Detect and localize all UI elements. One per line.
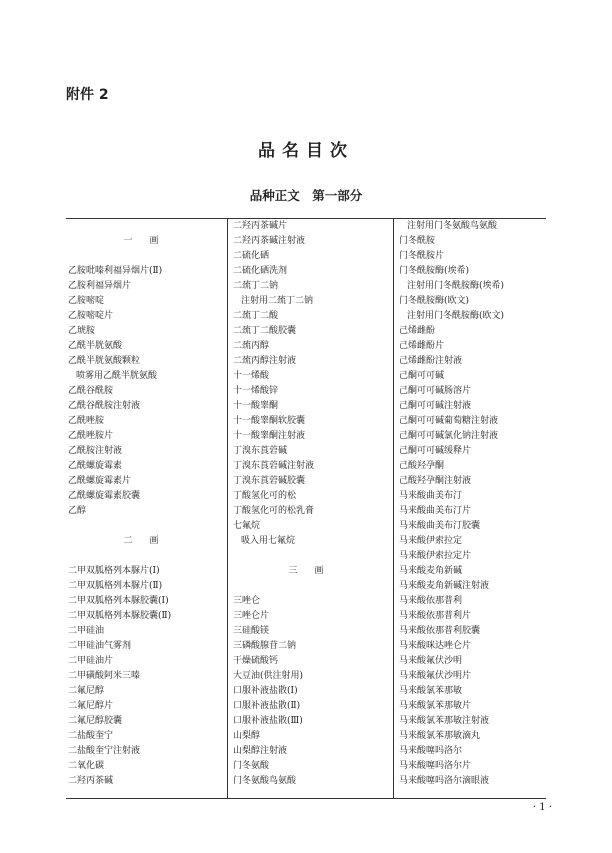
index-entry: 二盐酸奎宁注射液 [68, 746, 141, 756]
index-entry: 十一烯酸锌 [233, 386, 279, 396]
index-entry: 注射用二巯丁二钠 [241, 296, 314, 306]
index-entry: 二盐酸奎宁 [68, 731, 114, 741]
index-entry: 己酮可可碱 [399, 371, 445, 381]
index-entry: 二甲硅油片 [68, 656, 114, 666]
spacer [233, 579, 391, 594]
index-entry: 马来酸咪达唑仑片 [399, 641, 472, 651]
index-entry: 丁溴东莨菪碱胶囊 [233, 476, 306, 486]
spacer [68, 519, 226, 534]
index-entry: 十一酸睾酮注射液 [233, 431, 306, 441]
stroke-group-heading: 三 画 [288, 566, 328, 576]
spacer [68, 549, 226, 564]
bottom-rule [66, 798, 546, 799]
index-entry: 乙酰半胱氨酸 [68, 341, 123, 351]
index-column-3 [399, 219, 557, 789]
index-entry: 己酮可可碱注射液 [399, 401, 472, 411]
index-entry: 乙胺吡嗪利福异烟片(Ⅱ) [68, 266, 163, 276]
index-entry: 二氟尼醇胶囊 [68, 716, 123, 726]
index-entry: 马来酸依那普利胶囊 [399, 626, 481, 636]
index-entry: 马来酸氯苯那敏片 [399, 701, 472, 711]
index-entry: 马来酸伊索拉定 [399, 536, 463, 546]
index-entry: 山梨醇注射液 [233, 746, 288, 756]
index-entry: 乙酰螺旋霉素胶囊 [68, 491, 141, 501]
index-entry: 己酮可可碱肠溶片 [399, 386, 472, 396]
page-title: 品名目次 [258, 141, 354, 161]
index-entry: 乙酰半胱氨酸颗粒 [68, 356, 141, 366]
index-column-1 [68, 219, 226, 789]
index-entry: 马来酸伊索拉定片 [399, 551, 472, 561]
index-entry: 三唑仑片 [233, 611, 270, 621]
index-entry: 乙酰螺旋霉素片 [68, 476, 132, 486]
index-entry: 丁溴东莨菪碱 [233, 446, 288, 456]
index-entry: 二巯丁二钠 [233, 281, 279, 291]
index-entry: 二甲磺酸阿米三嗪 [68, 671, 141, 681]
index-entry: 马来酸噻吗洛尔滴眼液 [399, 776, 490, 786]
index-entry: 三磷酸腺苷二钠 [233, 641, 297, 651]
index-entry: 二羟丙茶碱注射液 [233, 236, 306, 246]
index-entry: 二甲双胍格列本脲胶囊(Ⅱ) [68, 611, 172, 621]
index-entry: 干燥硫酸钙 [233, 656, 279, 666]
index-entry: 二巯丁二酸胶囊 [233, 326, 297, 336]
index-entry: 二氟尼醇片 [68, 701, 114, 711]
stroke-group-heading: 二 画 [123, 536, 163, 546]
index-entry: 己酮可可碱氯化钠注射液 [399, 431, 499, 441]
index-entry: 二巯丁二酸 [233, 311, 279, 321]
index-entry: 乙胺利福异烟片 [68, 281, 132, 291]
index-entry: 马来酸曲美布汀胶囊 [399, 521, 481, 531]
section-subtitle: 品种正文 第一部分 [249, 188, 363, 203]
column-divider [393, 219, 394, 798]
index-entry: 门冬氨酸鸟氨酸 [233, 776, 297, 786]
index-entry: 口服补液盐散(Ⅲ) [233, 716, 303, 726]
index-entry: 乙醇 [68, 506, 87, 516]
index-entry: 丁溴东莨菪碱注射液 [233, 461, 315, 471]
index-entry: 二巯丙醇 [233, 341, 270, 351]
spacer [233, 549, 391, 564]
index-entry: 己烯雌酚片 [399, 341, 445, 351]
index-entry: 门冬酰胺 [399, 236, 436, 246]
index-entry: 二羟丙茶碱 [68, 776, 114, 786]
index-entry: 马来酸噻吗洛尔片 [399, 761, 472, 771]
index-entry: 马来酸氯苯那敏 [399, 686, 463, 696]
index-entry: 乙胺嘧啶 [68, 296, 105, 306]
index-entry: 口服补液盐散(Ⅰ) [233, 686, 298, 696]
index-entry: 注射用门冬酰胺酶(欧文) [407, 311, 505, 321]
index-entry: 门冬氨酸 [233, 761, 270, 771]
attachment-label: 附件 2 [66, 87, 109, 103]
index-entry: 己酮可可碱葡萄糖注射液 [399, 416, 499, 426]
index-entry: 十一酸睾酮 [233, 401, 279, 411]
stroke-group-heading: 一 画 [123, 236, 163, 246]
index-entry: 七氟烷 [233, 521, 261, 531]
index-entry: 己烯雌酚 [399, 326, 436, 336]
spacer [68, 219, 226, 234]
index-entry: 二氟尼醇 [68, 686, 105, 696]
index-entry: 三硅酸镁 [233, 626, 270, 636]
index-entry: 马来酸曲美布汀片 [399, 506, 472, 516]
index-entry: 马来酸氟伏沙明 [399, 656, 463, 666]
index-entry: 二甲双胍格列本脲片(Ⅰ) [68, 566, 160, 576]
index-entry: 乙酰唑胺 [68, 416, 105, 426]
index-column-2 [233, 219, 391, 789]
index-entry: 马来酸氟伏沙明片 [399, 671, 472, 681]
index-entry: 二硫化硒洗剂 [233, 266, 288, 276]
index-entry: 马来酸麦角新碱 [399, 566, 463, 576]
index-entry: 二甲硅油 [68, 626, 105, 636]
index-entry: 门冬酰胺片 [399, 251, 445, 261]
index-entry: 乙胺嘧啶片 [68, 311, 114, 321]
index-entry: 乙酰谷酰胺注射液 [68, 401, 141, 411]
index-entry: 二甲双胍格列本脲片(Ⅱ) [68, 581, 163, 591]
index-entry: 乙琥胺 [68, 326, 96, 336]
page-number: · 1 · [532, 802, 552, 813]
index-entry: 乙酰谷酰胺 [68, 386, 114, 396]
index-entry: 二硫化硒 [233, 251, 270, 261]
index-entry: 喷雾用乙酰半胱氨酸 [76, 371, 158, 381]
index-entry: 马来酸氯苯那敏注射液 [399, 716, 490, 726]
index-entry: 乙酰螺旋霉素 [68, 461, 123, 471]
index-entry: 注射用门冬酰胺酶(埃希) [407, 281, 505, 291]
index-entry: 乙酰唑胺片 [68, 431, 114, 441]
index-entry: 乙酰胺注射液 [68, 446, 123, 456]
index-entry: 丁酸氢化可的松 [233, 491, 297, 501]
index-entry: 丁酸氢化可的松乳膏 [233, 506, 315, 516]
index-entry: 己烯雌酚注射液 [399, 356, 463, 366]
index-entry: 二甲双胍格列本脲胶囊(Ⅰ) [68, 596, 169, 606]
index-entry: 己酸羟孕酮 [399, 461, 445, 471]
index-entry: 己酸羟孕酮注射液 [399, 476, 472, 486]
index-entry: 吸入用七氟烷 [241, 536, 296, 546]
index-entry: 大豆油(供注射用) [233, 671, 304, 681]
index-entry: 二羟丙茶碱片 [233, 221, 288, 231]
index-entry: 山梨醇 [233, 731, 261, 741]
column-divider [227, 219, 228, 798]
index-entry: 口服补液盐散(Ⅱ) [233, 701, 301, 711]
index-entry: 马来酸依那普利 [399, 596, 463, 606]
index-entry: 三唑仑 [233, 596, 261, 606]
index-entry: 马来酸依那普利片 [399, 611, 472, 621]
index-entry: 二甲硅油气雾剂 [68, 641, 132, 651]
index-entry: 十一烯酸 [233, 371, 270, 381]
index-entry: 马来酸曲美布汀 [399, 491, 463, 501]
index-entry: 马来酸噻吗洛尔 [399, 746, 463, 756]
index-entry: 己酮可可碱缓释片 [399, 446, 472, 456]
index-entry: 注射用门冬氨酸鸟氨酸 [407, 221, 498, 231]
index-entry: 二氧化碳 [68, 761, 105, 771]
index-entry: 马来酸麦角新碱注射液 [399, 581, 490, 591]
index-entry: 十一酸睾酮软胶囊 [233, 416, 306, 426]
index-entry: 门冬酰胺酶(欧文) [399, 296, 470, 306]
spacer [68, 249, 226, 264]
index-entry: 马来酸氯苯那敏滴丸 [399, 731, 481, 741]
index-entry: 二巯丙醇注射液 [233, 356, 297, 366]
index-entry: 门冬酰胺酶(埃希) [399, 266, 470, 276]
